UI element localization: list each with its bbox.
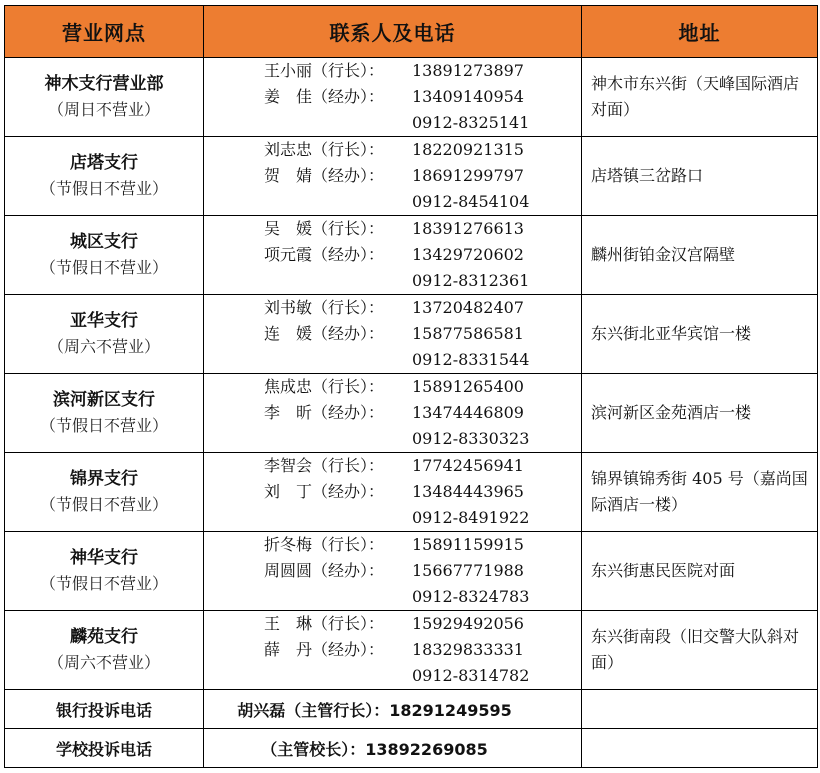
contact-cell	[204, 295, 582, 374]
school-complaint-contact: （主管校长）：13892269085	[204, 729, 582, 768]
branch-name-cell	[5, 453, 204, 532]
manager-line	[264, 374, 581, 400]
table-row	[5, 611, 818, 690]
branch-address: 神木市东兴街（天峰国际酒店对面）	[582, 58, 818, 137]
landline-phone: 0912-8324783	[412, 587, 530, 606]
branch-name: 城区支行	[70, 232, 138, 252]
manager-phone: 17742456941	[412, 456, 524, 475]
branch-address: 东兴街南段（旧交警大队斜对面）	[582, 611, 818, 690]
branch-hours: （节假日不营业）	[39, 574, 168, 593]
table-row	[5, 137, 818, 216]
clerk-phone: 15667771988	[412, 561, 524, 580]
header-address: 地址	[582, 6, 818, 58]
manager-name: 李智会（行长）：	[264, 456, 385, 475]
clerk-line	[264, 321, 581, 347]
clerk-name: 李 昕（经办）：	[264, 403, 385, 422]
branch-hours: （节假日不营业）	[39, 258, 168, 277]
landline-phone: 0912-8314782	[412, 666, 530, 685]
manager-phone: 18220921315	[412, 140, 524, 159]
clerk-name: 刘 丁（经办）：	[264, 482, 385, 501]
table-row	[5, 374, 818, 453]
landline-phone: 0912-8454104	[412, 192, 530, 211]
school-complaint-row	[5, 729, 818, 768]
school-complaint-label: 学校投诉电话	[5, 729, 204, 768]
landline-phone: 0912-8330323	[412, 429, 530, 448]
clerk-phone: 13484443965	[412, 482, 524, 501]
clerk-line	[264, 400, 581, 426]
clerk-name: 连 媛（经办）：	[264, 324, 385, 343]
clerk-name: 周圆圆（经办）：	[264, 561, 385, 580]
branch-address: 麟州街铂金汉宫隔壁	[582, 216, 818, 295]
manager-line	[264, 453, 581, 479]
manager-phone: 15891265400	[412, 377, 524, 396]
branch-name: 神华支行	[70, 548, 138, 568]
clerk-phone: 15877586581	[412, 324, 524, 343]
empty-cell	[582, 690, 818, 729]
branch-hours: （节假日不营业）	[39, 416, 168, 435]
bank-complaint-contact: 胡兴磊（主管行长）：18291249595	[204, 690, 582, 729]
manager-name: 王 琳（行长）：	[264, 614, 385, 633]
branch-hours: （周日不营业）	[47, 100, 160, 119]
contact-cell	[204, 532, 582, 611]
table-row	[5, 216, 818, 295]
branch-name: 亚华支行	[70, 311, 138, 331]
manager-line	[264, 295, 581, 321]
branch-address: 滨河新区金苑酒店一楼	[582, 374, 818, 453]
clerk-name: 薛 丹（经办）：	[264, 640, 385, 659]
branch-name: 神木支行营业部	[44, 74, 164, 94]
landline-phone: 0912-8331544	[412, 350, 530, 369]
branch-address: 东兴街北亚华宾馆一楼	[582, 295, 818, 374]
contact-cell	[204, 137, 582, 216]
branch-name: 麟苑支行	[70, 627, 138, 647]
bank-complaint-row	[5, 690, 818, 729]
manager-phone: 13720482407	[412, 298, 524, 317]
table-row	[5, 295, 818, 374]
manager-phone: 15891159915	[412, 535, 524, 554]
landline-line	[264, 268, 581, 294]
manager-phone: 15929492056	[412, 614, 524, 633]
landline-phone: 0912-8312361	[412, 271, 530, 290]
contact-cell	[204, 216, 582, 295]
landline-phone: 0912-8491922	[412, 508, 530, 527]
bank-complaint-label: 银行投诉电话	[5, 690, 204, 729]
branch-name: 滨河新区支行	[53, 390, 155, 410]
table-row	[5, 453, 818, 532]
landline-line	[264, 505, 581, 531]
landline-line	[264, 584, 581, 610]
header-contacts: 联系人及电话	[204, 6, 582, 58]
manager-line	[264, 58, 581, 84]
branch-hours: （周六不营业）	[47, 337, 160, 356]
clerk-phone: 13474446809	[412, 403, 524, 422]
header-branch: 营业网点	[5, 6, 204, 58]
branch-name-cell	[5, 532, 204, 611]
manager-line	[264, 611, 581, 637]
branch-address: 店塔镇三岔路口	[582, 137, 818, 216]
contact-cell	[204, 58, 582, 137]
branch-hours: （节假日不营业）	[39, 179, 168, 198]
branch-name-cell	[5, 216, 204, 295]
table-header-row	[5, 6, 818, 58]
manager-line	[264, 216, 581, 242]
manager-name: 刘志忠（行长）：	[264, 140, 385, 159]
branch-address: 锦界镇锦秀街 405 号（嘉尚国际酒店一楼）	[582, 453, 818, 532]
clerk-line	[264, 242, 581, 268]
clerk-line	[264, 637, 581, 663]
clerk-phone: 18691299797	[412, 166, 524, 185]
manager-name: 刘书敏（行长）：	[264, 298, 385, 317]
clerk-line	[264, 558, 581, 584]
manager-name: 王小丽（行长）：	[264, 61, 385, 80]
branch-hours: （周六不营业）	[47, 653, 160, 672]
clerk-line	[264, 479, 581, 505]
contact-cell	[204, 453, 582, 532]
manager-phone: 13891273897	[412, 61, 524, 80]
manager-name: 焦成忠（行长）：	[264, 377, 385, 396]
contact-cell	[204, 611, 582, 690]
clerk-line	[264, 84, 581, 110]
branch-address: 东兴街惠民医院对面	[582, 532, 818, 611]
branch-name-cell	[5, 611, 204, 690]
manager-line	[264, 532, 581, 558]
branch-name: 锦界支行	[70, 469, 138, 489]
clerk-name: 贺 婧（经办）：	[264, 166, 385, 185]
clerk-name: 姜 佳（经办）：	[264, 87, 385, 106]
manager-phone: 18391276613	[412, 219, 524, 238]
clerk-name: 项元霞（经办）：	[264, 245, 385, 264]
contact-cell	[204, 374, 582, 453]
branch-name: 店塔支行	[70, 153, 138, 173]
branch-name-cell	[5, 374, 204, 453]
branch-contact-table	[4, 5, 818, 768]
landline-line	[264, 189, 581, 215]
manager-line	[264, 137, 581, 163]
table-row	[5, 532, 818, 611]
landline-line	[264, 663, 581, 689]
manager-name: 吴 媛（行长）：	[264, 219, 385, 238]
clerk-line	[264, 163, 581, 189]
table-row	[5, 58, 818, 137]
landline-line	[264, 110, 581, 136]
landline-line	[264, 426, 581, 452]
branch-name-cell	[5, 58, 204, 137]
empty-cell	[582, 729, 818, 768]
clerk-phone: 18329833331	[412, 640, 524, 659]
clerk-phone: 13409140954	[412, 87, 524, 106]
branch-name-cell	[5, 295, 204, 374]
branch-hours: （节假日不营业）	[39, 495, 168, 514]
landline-line	[264, 347, 581, 373]
branch-name-cell	[5, 137, 204, 216]
landline-phone: 0912-8325141	[412, 113, 530, 132]
manager-name: 折冬梅（行长）：	[264, 535, 385, 554]
clerk-phone: 13429720602	[412, 245, 524, 264]
